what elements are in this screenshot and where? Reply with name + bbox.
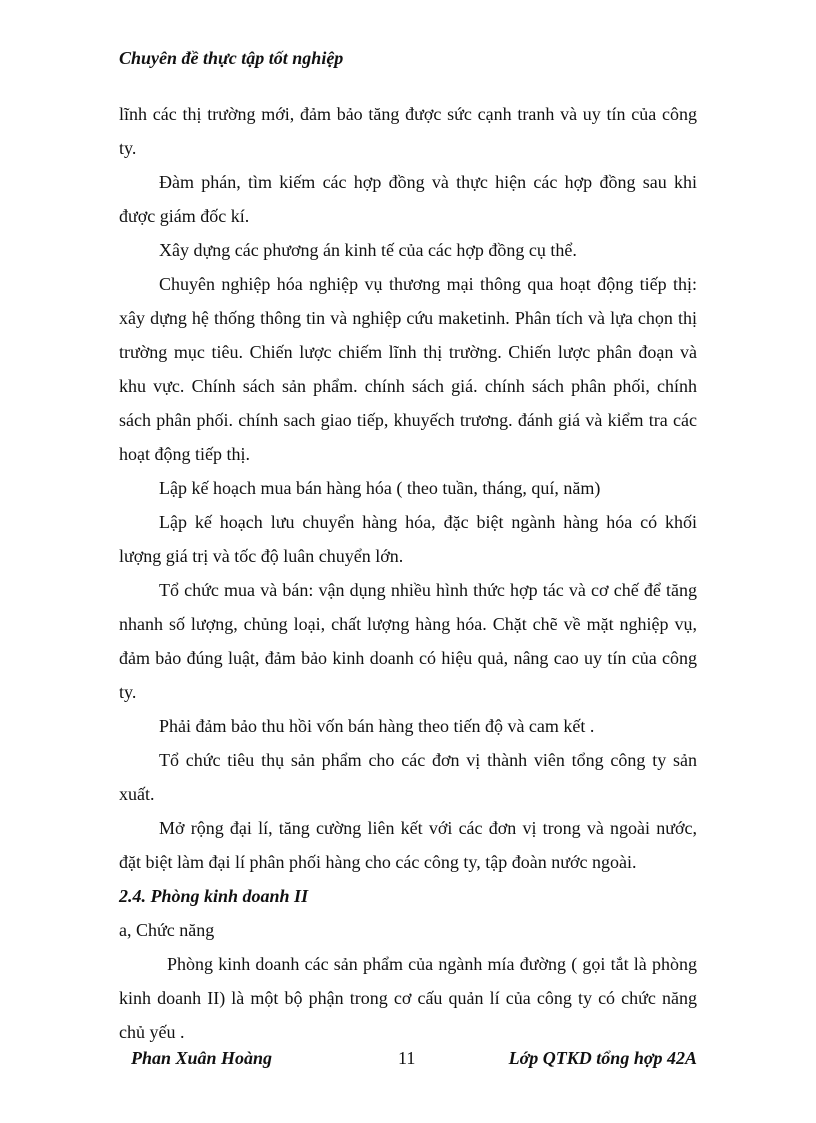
- paragraph: Mở rộng đại lí, tăng cường liên kết với các đơn vị trong và ngoài nước, đặt biệt làm đại lí phân phối hàng cho các công ty, tập đoàn nước ngoài.: [119, 818, 697, 872]
- paragraph-continuation: lĩnh các thị trường mới, đảm bảo tăng được sức cạnh tranh và uy tín của công ty.: [119, 104, 697, 158]
- paragraph: Lập kế hoạch lưu chuyển hàng hóa, đặc biệt ngành hàng hóa có khối lượng giá trị và tốc độ luân chuyển lớn.: [119, 512, 697, 566]
- footer-page-number: 11: [398, 1048, 416, 1068]
- body-text: [119, 97, 697, 1049]
- section-subheading: a, Chức năng: [119, 920, 215, 940]
- paragraph: Chuyên nghiệp hóa nghiệp vụ thương mại thông qua hoạt động tiếp thị: xây dựng hệ thống thông tin và nghiệp cứu maketinh. Phân tích và lựa chọn thị trường mục tiêu. Chiến lược chiếm lĩnh thị trường. Chiến lược phân đoạn và khu vực. Chính sách sản phẩm. chính sách giá. chính sách phân phối, chính sách phân phối. chính sach giao tiếp, khuyếch trương. đánh giá và kiểm tra các hoạt động tiếp thị.: [119, 274, 697, 464]
- footer-class-label: Lớp QTKD tổng hợp 42A: [508, 1048, 697, 1068]
- footer-author: Phan Xuân Hoàng: [131, 1048, 273, 1068]
- section-heading: 2.4. Phòng kinh doanh II: [119, 886, 309, 906]
- paragraph: Lập kế hoạch mua bán hàng hóa ( theo tuần, tháng, quí, năm): [159, 478, 601, 498]
- page-header-title: Chuyên đề thực tập tốt nghiệp: [119, 48, 344, 68]
- paragraph: Đàm phán, tìm kiếm các hợp đồng và thực hiện các hợp đồng sau khi được giám đốc kí.: [119, 172, 697, 226]
- paragraph: Xây dựng các phương án kinh tế của các hợp đồng cụ thể.: [159, 240, 577, 260]
- paragraph: Phòng kinh doanh các sản phẩm của ngành mía đường ( gọi tắt là phòng kinh doanh II) là một bộ phận trong cơ cấu quản lí của công ty có chức năng chủ yếu .: [119, 954, 697, 1042]
- paragraph: Tổ chức mua và bán: vận dụng nhiều hình thức hợp tác và cơ chế để tăng nhanh số lượng, chủng loại, chất lượng hàng hóa. Chặt chẽ về mặt nghiệp vụ, đảm bảo đúng luật, đảm bảo kinh doanh có hiệu quả, nâng cao uy tín của công ty.: [119, 580, 697, 702]
- paragraph: Phải đảm bảo thu hồi vốn bán hàng theo tiến độ và cam kết .: [159, 716, 595, 736]
- paragraph: Tổ chức tiêu thụ sản phẩm cho các đơn vị thành viên tổng công ty sản xuất.: [119, 750, 697, 804]
- page-footer: [131, 1048, 697, 1078]
